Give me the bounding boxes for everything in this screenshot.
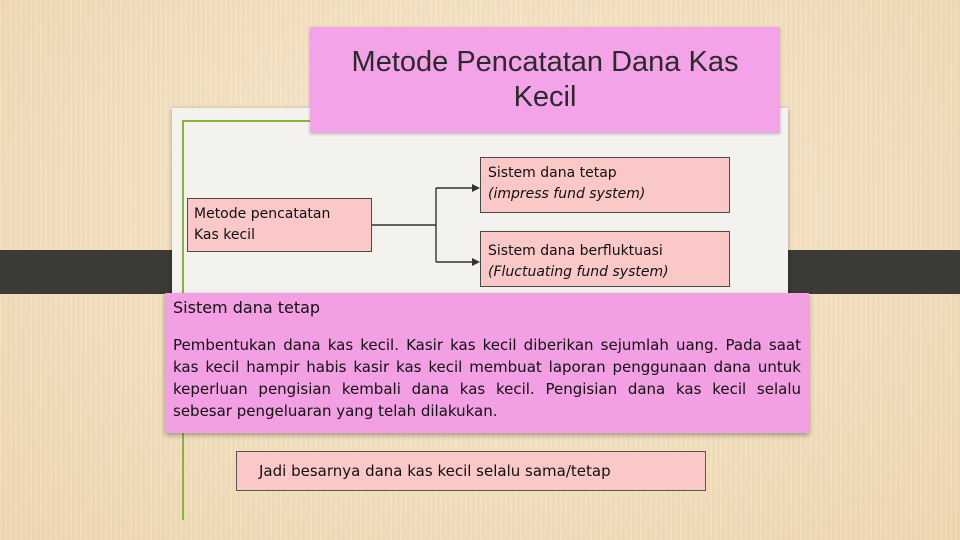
- page-title: Metode Pencatatan Dana Kas Kecil: [351, 46, 739, 113]
- diagram-root-node: [187, 198, 372, 252]
- definition-box: [165, 293, 809, 433]
- branch-node-fixed-line2: (impress fund system): [488, 186, 646, 202]
- definition-body: Pembentukan dana kas kecil. Kasir kas kecil diberikan sejumlah uang. Pada saat kas kecil hampir habis kasir kas kecil membuat laporan penggunaan dana untuk keperluan pengisian kembali dana kas kecil. Pengisian dana kas kecil selalu sebesar pengeluaran yang telah dilakukan.: [173, 336, 801, 420]
- branch-node-fluctuating-line1: Sistem dana berfluktuasi: [488, 243, 663, 259]
- diagram-branch-node-fluctuating: [480, 231, 730, 287]
- branch-node-fluctuating-line2: (Fluctuating fund system): [488, 264, 669, 280]
- diagram-branch-node-fixed: [480, 157, 730, 213]
- root-node-line2: Kas kecil: [194, 227, 255, 243]
- arrowhead-branch-a: [472, 184, 480, 192]
- branch-node-fixed-line1: Sistem dana tetap: [488, 165, 617, 181]
- definition-heading: Sistem dana tetap: [173, 298, 321, 317]
- root-node-line1: Metode pencatatan: [194, 206, 331, 222]
- conclusion-box: Jadi besarnya dana kas kecil selalu sama/tetap: [236, 451, 706, 491]
- arrowhead-branch-b: [472, 258, 480, 266]
